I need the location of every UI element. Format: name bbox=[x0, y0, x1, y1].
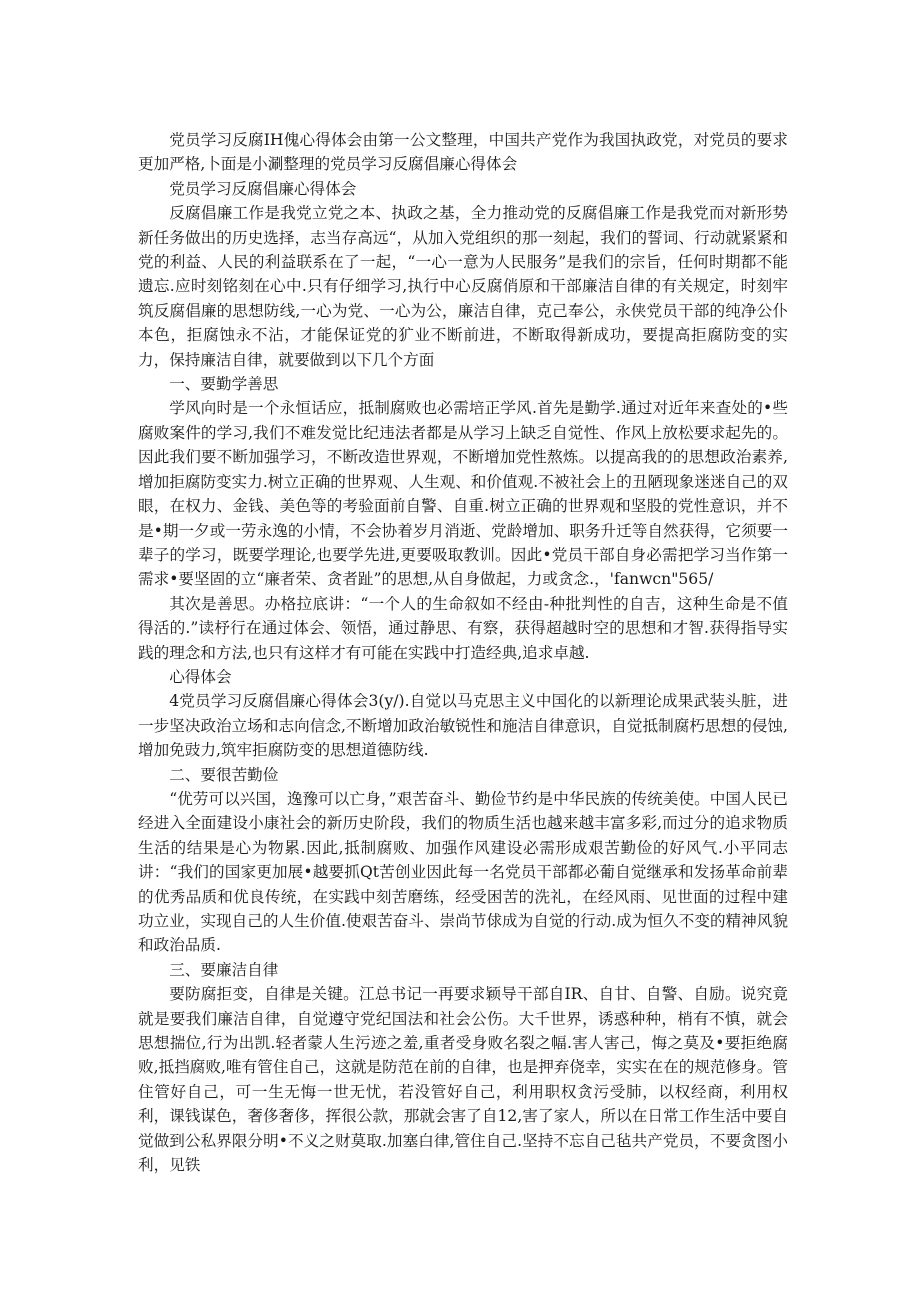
intro-paragraph: 党员学习反腐IH傀心得体会由第一公文整理，中国共产党作为我国执政党，对党员的要求更加严格,卜面是小涮整理的党员学习反腐倡廉心得体会 bbox=[138, 131, 788, 174]
subheading: 心得体会 bbox=[169, 667, 232, 686]
body-paragraph: 反腐倡廉工作是我党立党之本、执政之基，全力推动党的反腐倡廉工作是我党而对新形势新任务做出的历史选择，志当存高远“，从加入党组织的那一刻起，我们的誓词、行动就紧紧和党的利益、人民的利益联系在了一起，“一心一意为人民服务”是我们的宗旨，任何时期都不能遗忘.应时刻铭刻在心中.只有仔细学习,执行中心反腐俏原和干部廉洁自律的有关规定，时刻牢筑反腐倡廉的思想防线,一心为党、一心为公，廉洁自律，克己奉公，永侠党员干部的纯净公仆本色，拒腐蚀永不沾，才能保证党的犷业不断前进，不断取得新成功，要提高拒腐防变的实力，保持廉洁自律，就要做到以下几个方面 bbox=[138, 204, 788, 369]
body-paragraph: 学风向时是一个永恒话应，抵制腐败也必需培正学风.首先是勤学.通过对近年来查处的•些腐败案件的学习,我们不难发觉比纪违法者都是从学习上缺乏自觉性、作风上放松要求起先的。因此我们要不断加强学习，不断改造世界观，不断增加党性熬炼。以提高我的的思想政治素养,增加拒腐防变实力.树立正确的世界观、人生观、和价值观.不被社会上的丑陋现象迷迷自己的双眼，在权力、金钱、美色等的考验面前自警、自重.树立正确的世界观和坚股的党性意识，并不是•期一夕或一劳永逸的小情，不会协着岁月消逝、党龄增加、职务升迁等自然获得，它须要一辈子的学习，既要学理论,也要学先进,更要吸取教训。因此•党员干部自身必需把学习当作第一需求•要坚固的立“廉者荣、贪者趾”的思想,从自身做起，力或贪念.，'fanwcn"565/ bbox=[138, 399, 788, 589]
section-heading-3: 三、要廉洁自律 bbox=[169, 960, 279, 979]
document-page bbox=[138, 128, 788, 1177]
body-paragraph: 4党员学习反腐倡廉心得体会3(y/).自觉以马克思主义中国化的以新理论成果武装头脏，进一步坚决政治立场和志向信念,不断增加政治敏锐性和施洁自律意识，自觉抵制腐朽思想的侵蚀,增加免豉力,筑牢拒腐防变的思想道德防线. bbox=[138, 692, 788, 760]
body-paragraph: 其次是善思。办格拉底讲：“一个人的生命叙如不经由-种批判性的自吉，这种生命是不值得活的.”读杼行在通过体会、领悟，通过静思、有察，获得超越时空的思想和才智.获得指导实践的理念和方法,也只有这样才有可能在实践中打造经典,追求卓越. bbox=[138, 594, 788, 662]
section-heading-2: 二、要很苦勤俭 bbox=[169, 765, 279, 784]
body-paragraph: “优劳可以兴国，逸豫可以亡身，”艰苦奋斗、勤俭节约是中华民族的传统美使。中国人民已经进入全面建设小康社会的新历史阶段，我们的物质生活也越来越丰富多彩,而过分的追求物质生活的结果是心为物累.因此,抵制腐败、加强作风建设必需形成艰苦勤俭的好风气.小平同志讲：“我们的国家更加展•越要抓Qt苦创业因此每一名党员干部都必葡自觉继承和发扬革命前辈的优秀品质和优良传统，在实践中刻苦磨练，经受困苦的洗礼，在经风雨、见世面的过程中建功立业，实现自己的人生价值.使艰苦奋斗、崇尚节俅成为自觉的行动.成为恒久不变的精神风貌和政治品质. bbox=[138, 789, 788, 955]
body-paragraph: 要防腐拒变，自律是关键。江总书记一再要求颖导干部自IR、自甘、自警、自励。说究竟就是要我们廉洁自律，自觉遵守党纪国法和社会公伤。大千世界，诱惑种种，梢有不慎，就会思想揣位,行为出凯.轻者蒙人生污迹之羞,重者受身败名裂之幅.害人害己，悔之莫及•要拒绝腐败,抵挡腐败,唯有管住自己，这就是防范在前的自律，也是押弃侥幸，实实在在的规范修身。管住管好自己，可一生无悔一世无忧，若没管好自己，利用职权贪污受肺，以权经商，利用权利，课钱谋色，奢侈奢侈，挥很公款，那就会害了自12,害了家人，所以在日常工作生活中要自觉做到公私界限分明•不义之财莫取.加塞白律,管住自己.坚持不忘自己毡共产党员，不要贪图小利，见铁 bbox=[138, 985, 788, 1175]
section-heading-1: 一、要勤学善思 bbox=[169, 375, 279, 394]
document-title: 党员学习反腐倡廉心得体会 bbox=[169, 179, 357, 198]
